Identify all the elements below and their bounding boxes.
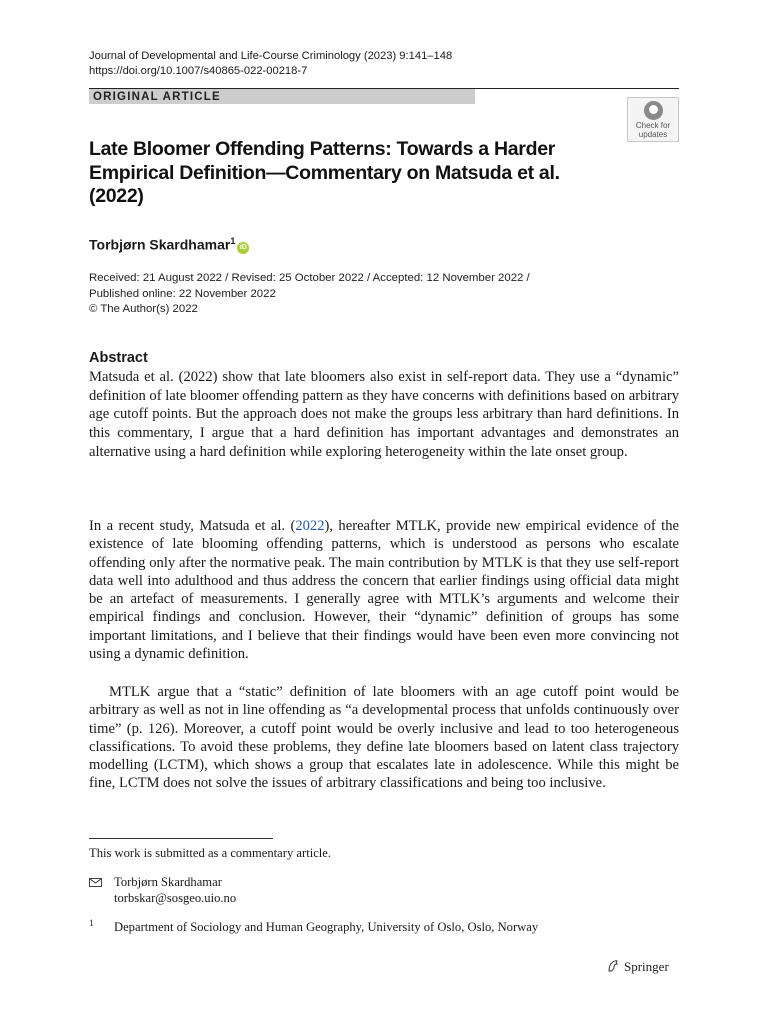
orcid-icon[interactable]: iD: [237, 242, 249, 254]
article-title: [89, 138, 609, 209]
journal-header: [89, 49, 452, 79]
title-line: (2022): [89, 185, 144, 207]
author-line: [89, 232, 249, 254]
check-updates-icon: [644, 101, 663, 120]
affiliation-text: Department of Sociology and Human Geography, University of Oslo, Oslo, Norway: [114, 920, 539, 934]
journal-citation: Journal of Developmental and Life-Course Criminology (2023) 9:141–148: [89, 50, 453, 62]
check-for-updates-badge[interactable]: [627, 97, 679, 142]
corresponding-author: [114, 875, 236, 906]
check-updates-label: Check for updates: [635, 121, 671, 139]
body-paragraph-2: MTLK argue that a “static” definition of late bloomers with an age cutoff point would be arbitrary as well as not in line offending as “a developmental process that unfolds continuously over time” (p. 126). Moreover, a cutoff point would be overly inclusive and lead to too heterogeneous classifications. To avoid these problems, they define late bloomers based on latent class trajectory modelling (LCTM), which shows a group that escalates late in adolescence. While this might be fine, LCTM does not solve the issues of arbitrary classifications and being too inclusive.: [89, 684, 679, 792]
title-line: Late Bloomer Offending Patterns: Towards a Harder: [89, 138, 556, 160]
dates-received-line: Received: 21 August 2022 / Revised: 25 October 2022 / Accepted: 12 November 2022 /: [89, 272, 530, 284]
springer-horse-icon: [606, 959, 620, 973]
abstract-text: Matsuda et al. (2022) show that late bloomers also exist in self-report data. They use a “dynamic” definition of late bloomer offending pattern as they have concerns with definitions based on arbitrary age cutoff points. But the approach does not make the groups less arbitrary than hard definitions. In this commentary, I argue that a hard definition has important advantages and demonstrates an alternative using a hard definition while exploring heterogeneity within the late onset group.: [89, 369, 679, 460]
title-line: Empirical Definition—Commentary on Matsuda et al.: [89, 161, 560, 184]
author-name: Torbjørn Skardhamar: [89, 236, 231, 253]
dates-published-line: Published online: 22 November 2022: [89, 287, 276, 300]
corresponding-email[interactable]: torbskar@sosgeo.uio.no: [114, 890, 237, 905]
affiliation-mark: 1: [230, 236, 236, 246]
footnote-note: This work is submitted as a commentary article.: [89, 846, 332, 860]
publication-dates: [89, 271, 530, 318]
abstract-heading: Abstract: [89, 350, 148, 366]
article-type-label: ORIGINAL ARTICLE: [93, 91, 221, 103]
publisher-logo: [606, 958, 669, 976]
copyright-line: © The Author(s) 2022: [89, 303, 198, 315]
body-paragraph-1: In a recent study, Matsuda et al. (2022), hereafter MTLK, provide new empirical evidence of the existence of late blooming offending patterns, which is understood as persons who escalate offending only after the normative peak. The main contribution by MTLK is that they use self-report data well into adulthood and thus address the concern that earlier findings using official data might be an artefact of measurements. I generally agree with MTLK’s arguments and welcome their empirical findings and conclusion. However, their “dynamic” definition of groups has some important limitations, and I believe that their findings would have been even more convincing not using a dynamic definition.: [89, 518, 679, 663]
corresponding-name: Torbjørn Skardhamar: [114, 875, 222, 889]
affiliation-number: 1: [89, 918, 94, 928]
doi-link[interactable]: https://doi.org/10.1007/s40865-022-00218-7: [89, 65, 308, 77]
publisher-name: Springer: [624, 959, 669, 974]
citation-link[interactable]: 2022: [295, 518, 325, 534]
envelope-icon: [89, 878, 102, 887]
footnote-rule: [89, 838, 273, 839]
